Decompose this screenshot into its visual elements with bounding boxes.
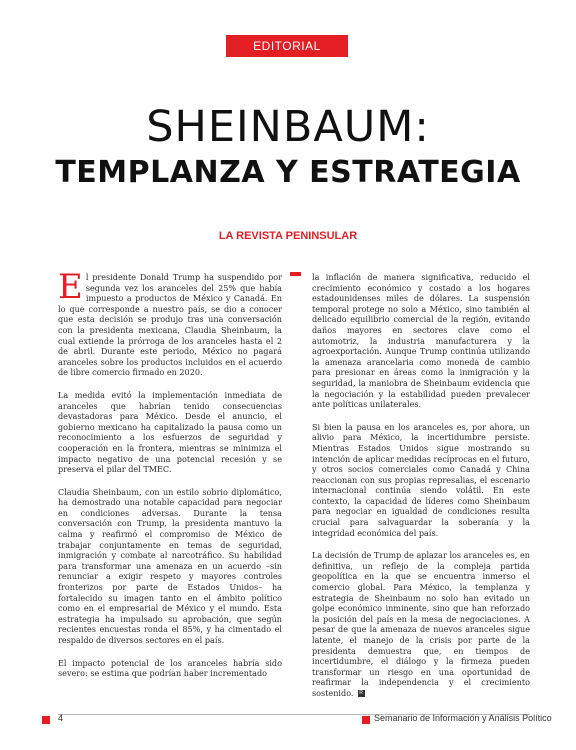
paragraph: El presidente Donald Trump ha suspendido por segunda vez los aranceles del 25% que había impuesto a productos de México y Canadá. En lo que corresponde a nuestro país, se dio a conocer que esta decisión se produjo tras una conversación con la presidenta mexicana, Claudia Sheinbaum, la cual extiende la prórroga de los aranceles hasta el 2 de abril. Durante este periodo, México no pagará aranceles sobre los productos incluidos en el acuerdo de libre comercio firmado en 2020. bbox=[58, 267, 282, 378]
footer-accent-square bbox=[42, 716, 50, 724]
section-label: EDITORIAL bbox=[226, 35, 348, 57]
headline: SHEINBAUM: bbox=[146, 102, 430, 152]
paragraph: la inflación de manera significativa, reducido el crecimiento económico y costado a los hogares estadounidenses miles de dólares. La suspensión temporal protege no solo a México, sino también al delicado equilibrio comercial de la región, evitando daños mayores en sectores clave como el automotriz, la industria manufacturera y la agroexportación. Aunque Trump continúa utilizando la amenaza arancelaria como moneda de cambio para presionar en áreas como la inmigración y la seguridad, la maniobra de Sheinbaum evidencia que la negociación y la estabilidad pueden prevalecer ante políticas unilaterales. bbox=[312, 272, 530, 410]
end-of-article-icon: R bbox=[359, 690, 363, 697]
article-column-right bbox=[312, 272, 530, 711]
page-number: 4 bbox=[58, 713, 64, 723]
paragraph: La medida evitó la implementación inmediata de aranceles que habrían tenido consecuencias devastadoras para México. Desde el anuncio, el gobierno mexicano ha capitalizado la pausa como un reconocimiento a los esfuerzos de seguridad y cooperación en la frontera, mientras se minimiza el impacto negativo de una potencial recesión y se preserva el pilar del TMEC. bbox=[58, 389, 282, 475]
paragraph: La decisión de Trump de aplazar los aranceles es, en definitiva, un reflejo de la compleja partida geopolítica en la que se encuentra inmerso el comercio global. Para México, la templanza y estrategia de Sheinbaum no solo han evitado un golpe económico inminente, sino que han reforzado la posición del país en la mesa de negociaciones. A pesar de que la amenaza de nuevos aranceles sigue latente, el manejo de la crisis por parte de la presidenta demuestra que, en tiempos de incertidumbre, el diálogo y la firmeza pueden transformar un riesgo en una oportunidad de reafirmar la independencia y el crecimiento sostenido. R bbox=[312, 550, 530, 698]
footer-accent-square-right bbox=[362, 716, 370, 724]
drop-cap: E bbox=[58, 267, 83, 307]
article-column-left bbox=[58, 267, 282, 691]
footer-publication: Semanario de Información y Análisis Político bbox=[374, 713, 552, 723]
column-divider-mark bbox=[290, 272, 301, 276]
paragraph: Claudia Sheinbaum, con un estilo sobrio diplomático, ha demostrado una notable capacidad para negociar en condiciones adversas. Durante la tensa conversación con Trump, la presidenta mantuvo la calma y reafirmó el compromiso de México de trabajar conjuntamente en temas de seguridad, inmigración y combate al narcotráfico. Su habilidad para transformar una amenaza en un acuerdo –sin renunciar a exigir respeto y mayores controles fronterizos por parte de Estados Unidos– ha fortalecido su imagen tanto en el ámbito político como en el empresarial de México y el mundo. Esta estrategia ha impulsado su aprobación, que según recientes encuestas ronda el 85%, y ha cimentado el respaldo de diversos sectores en el país. bbox=[58, 486, 282, 645]
subheadline: TEMPLANZA Y ESTRATEGIA bbox=[55, 155, 521, 190]
paragraph: Si bien la pausa en los aranceles es, por ahora, un alivio para México, la incertidumbre persiste. Mientras Estados Unidos sigue mostrando su intención de aplicar medidas recíprocas en el futuro, y otros socios comerciales como Canadá y China reaccionan con sus propias represalias, el escenario internacional continúa siendo volátil. En este contexto, la capacidad de líderes como Sheinbaum para negociar en igualdad de condiciones resulta crucial para salvaguardar la soberanía y la integridad económica del país. bbox=[312, 421, 530, 538]
byline: LA REVISTA PENINSULAR bbox=[218, 230, 358, 242]
paragraph: El impacto potencial de los aranceles habría sido severo: se estima que podrían haber incrementado bbox=[58, 657, 282, 679]
